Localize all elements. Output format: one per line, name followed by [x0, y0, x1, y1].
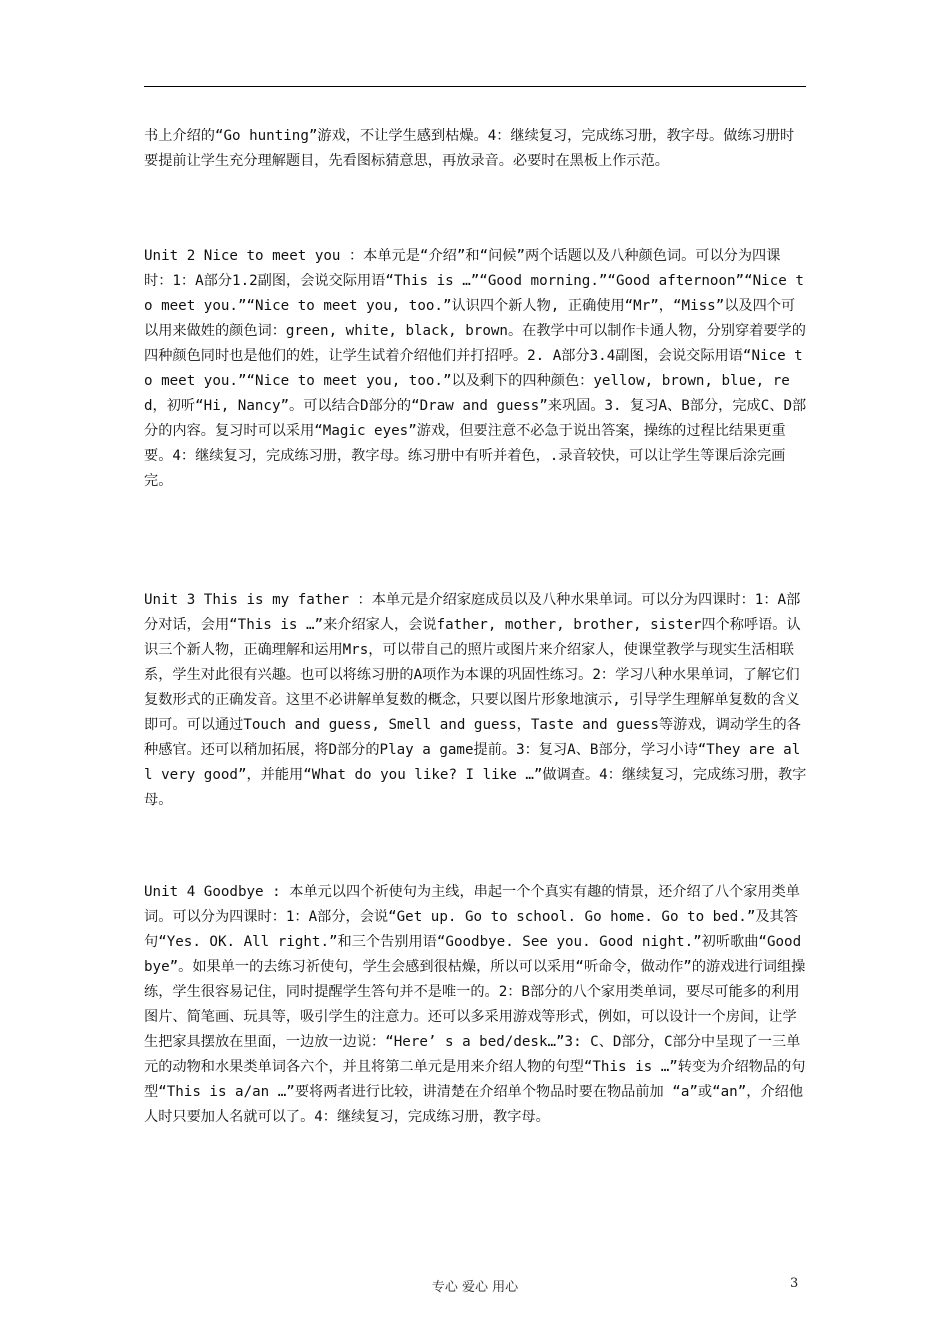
paragraph-unit1-continued: 书上介绍的“Go hunting”游戏，不让学生感到枯燥。4：继续复习，完成练习册，教字母。做练习册时要提前让学生充分理解题目，先看图标猜意思，再放录音。必要时在黑板上作示范。	[144, 128, 795, 169]
header-rule	[144, 86, 806, 87]
paragraph-unit4: Unit 4 Goodbye : 本单元以四个祈使句为主线，串起一个个真实有趣的情景，还介绍了八个家用类单词。可以分为四课时：1：A部分，会说“Get up. Go to school. Go home. Go to bed.”及其答句“Yes. OK. All right.”和三个告别用语“Goodbye. See you. Good night.”初听歌曲“Goodbye”。如果单一的去练习祈使句，学生会感到很枯燥，所以可以采用“听命令，做动作”的游戏进行词组操练，学生很容易记住，同时提醒学生答句并不是唯一的。2：B部分的八个家用类单词，要尽可能多的利用图片、简笔画、玩具等，吸引学生的注意力。还可以多采用游戏等形式，例如，可以设计一个房间，让学生把家具摆放在里面，一边放一边说：“Here’ s a bed/desk…”3: C、D部分，C部分中呈现了一三单元的动物和水果类单词各六个，并且将第二单元是用来介绍人物的句型“This is …”转变为介绍物品的句型“This is a/an …”要将两者进行比较，讲清楚在介绍单个物品时要在物品前加 “a”或“an”，介绍他人时只要加人名就可以了。4：继续复习，完成练习册，教字母。	[144, 884, 806, 1125]
paragraph-unit2: Unit 2 Nice to meet you ：本单元是“介绍”和“问候”两个话题以及八种颜色词。可以分为四课时：1：A部分1.2副图，会说交际用语“This is …”“Good morning.”“Good afternoon”“Nice to meet you.”“Nice to meet you, too.”认识四个新人物, 正确使用“Mr”，“Miss”以及四个可以用来做姓的颜色词：green, white, black, brown。在教学中可以制作卡通人物，分别穿着要学的四种颜色同时也是他们的姓，让学生试着介绍他们并打招呼。2. A部分3.4副图，会说交际用语“Nice to meet you.”“Nice to meet you, too.”以及剩下的四种颜色：yellow, brown, blue, red，初听“Hi, Nancy”。可以结合D部分的“Draw and guess”来巩固。3. 复习A、B部分，完成C、D部分的内容。复习时可以采用“Magic eyes”游戏，但要注意不必急于说出答案，操练的过程比结果更重要。4：继续复习，完成练习册，教字母。练习册中有听并着色，.录音较快，可以让学生等课后涂完画完。	[144, 248, 807, 489]
footer-motto: 专心 爱心 用心	[431, 1280, 519, 1295]
paragraph-unit3: Unit 3 This is my father ：本单元是介绍家庭成员以及八种水果单词。可以分为四课时：1：A部分对话，会用“This is …”来介绍家人，会说father, mother, brother, sister四个称呼语。认识三个新人物，正确理解和运用Mrs，可以带自己的照片或图片来介绍家人，使课堂教学与现实生活相联系，学生对此很有兴趣。也可以将练习册的A项作为本课的巩固性练习。2：学习八种水果单词，了解它们复数形式的正确发音。这里不必讲解单复数的概念，只要以图片形象地演示, 引导学生理解单复数的含义即可。可以通过Touch and guess, Smell and guess，Taste and guess等游戏，调动学生的各种感官。还可以稍加拓展，将D部分的Play a game提前。3：复习A、B部分，学习小诗“They are all very good”，并能用“What do you like? I like …”做调查。4：继续复习，完成练习册，教字母。	[144, 592, 807, 808]
page-number: 3	[790, 1276, 799, 1291]
